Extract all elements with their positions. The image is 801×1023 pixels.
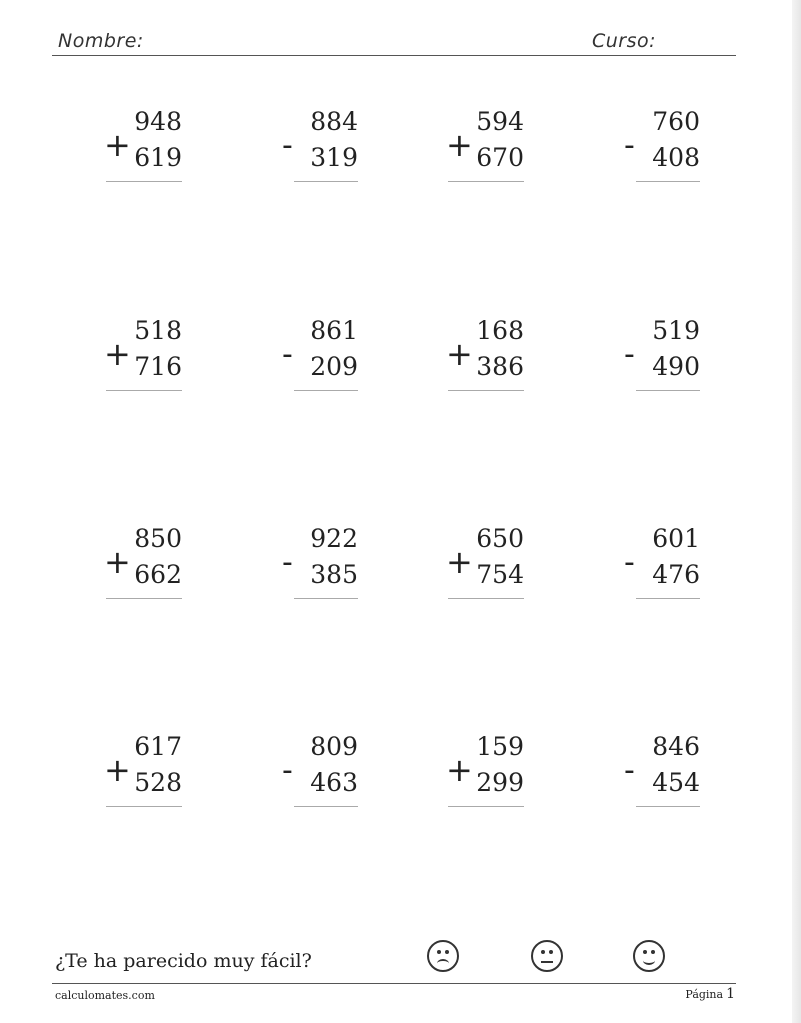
page-indicator: [685, 986, 735, 1002]
problem-16: [622, 732, 732, 812]
plus-sign: +: [104, 751, 131, 789]
minus-sign: -: [624, 545, 635, 580]
plus-sign: +: [446, 751, 473, 789]
top-operand: 850: [134, 524, 182, 553]
minus-sign: -: [624, 753, 635, 788]
name-label: Nombre:: [58, 30, 144, 52]
bottom-operand: 299: [476, 768, 524, 797]
answer-line[interactable]: [106, 598, 182, 599]
minus-sign: -: [282, 128, 293, 163]
top-operand: 650: [476, 524, 524, 553]
plus-sign: +: [446, 335, 473, 373]
minus-sign: -: [282, 545, 293, 580]
top-operand: 617: [134, 732, 182, 761]
top-operand: 518: [134, 316, 182, 345]
problem-3: [446, 107, 556, 187]
problem-5: [104, 316, 214, 396]
feedback-question: ¿Te ha parecido muy fácil?: [55, 950, 312, 972]
top-operand: 594: [476, 107, 524, 136]
bottom-operand: 385: [310, 560, 358, 589]
footer-rule: [52, 983, 736, 984]
top-operand: 861: [310, 316, 358, 345]
answer-line[interactable]: [636, 390, 700, 391]
bottom-operand: 662: [134, 560, 182, 589]
minus-sign: -: [282, 337, 293, 372]
top-operand: 159: [476, 732, 524, 761]
bottom-operand: 209: [310, 352, 358, 381]
bottom-operand: 619: [134, 143, 182, 172]
problem-9: [104, 524, 214, 604]
problem-4: [622, 107, 732, 187]
answer-line[interactable]: [636, 806, 700, 807]
bottom-operand: 463: [310, 768, 358, 797]
bottom-operand: 490: [652, 352, 700, 381]
minus-sign: -: [282, 753, 293, 788]
answer-line[interactable]: [294, 598, 358, 599]
plus-sign: +: [104, 335, 131, 373]
problem-2: [280, 107, 390, 187]
answer-line[interactable]: [636, 598, 700, 599]
bottom-operand: 670: [476, 143, 524, 172]
problem-12: [622, 524, 732, 604]
top-operand: 760: [652, 107, 700, 136]
top-operand: 519: [652, 316, 700, 345]
top-operand: 884: [310, 107, 358, 136]
answer-line[interactable]: [294, 806, 358, 807]
top-operand: 168: [476, 316, 524, 345]
happy-face-icon[interactable]: [633, 940, 665, 972]
top-operand: 922: [310, 524, 358, 553]
problem-7: [446, 316, 556, 396]
minus-sign: -: [624, 337, 635, 372]
top-operand: 948: [134, 107, 182, 136]
problem-14: [280, 732, 390, 812]
top-operand: 809: [310, 732, 358, 761]
page-number: 1: [726, 986, 735, 1002]
bottom-operand: 476: [652, 560, 700, 589]
answer-line[interactable]: [448, 598, 524, 599]
bottom-operand: 386: [476, 352, 524, 381]
bottom-operand: 754: [476, 560, 524, 589]
bottom-operand: 408: [652, 143, 700, 172]
answer-line[interactable]: [448, 390, 524, 391]
sad-face-icon[interactable]: [427, 940, 459, 972]
answer-line[interactable]: [448, 806, 524, 807]
answer-line[interactable]: [106, 390, 182, 391]
bottom-operand: 454: [652, 768, 700, 797]
plus-sign: +: [446, 126, 473, 164]
problem-11: [446, 524, 556, 604]
worksheet-header: [52, 30, 736, 56]
minus-sign: -: [624, 128, 635, 163]
problem-13: [104, 732, 214, 812]
neutral-face-icon[interactable]: [531, 940, 563, 972]
page-label: Página: [685, 988, 724, 1001]
problem-10: [280, 524, 390, 604]
answer-line[interactable]: [294, 390, 358, 391]
answer-line[interactable]: [636, 181, 700, 182]
plus-sign: +: [446, 543, 473, 581]
page-edge-shadow: [792, 0, 801, 1023]
bottom-operand: 528: [134, 768, 182, 797]
problem-8: [622, 316, 732, 396]
problem-15: [446, 732, 556, 812]
site-name: calculomates.com: [55, 989, 155, 1002]
bottom-operand: 716: [134, 352, 182, 381]
course-label: Curso:: [592, 30, 657, 52]
top-operand: 601: [652, 524, 700, 553]
problem-6: [280, 316, 390, 396]
answer-line[interactable]: [448, 181, 524, 182]
bottom-operand: 319: [310, 143, 358, 172]
plus-sign: +: [104, 126, 131, 164]
plus-sign: +: [104, 543, 131, 581]
answer-line[interactable]: [106, 181, 182, 182]
top-operand: 846: [652, 732, 700, 761]
answer-line[interactable]: [294, 181, 358, 182]
header-rule: [52, 55, 736, 56]
answer-line[interactable]: [106, 806, 182, 807]
problem-1: [104, 107, 214, 187]
